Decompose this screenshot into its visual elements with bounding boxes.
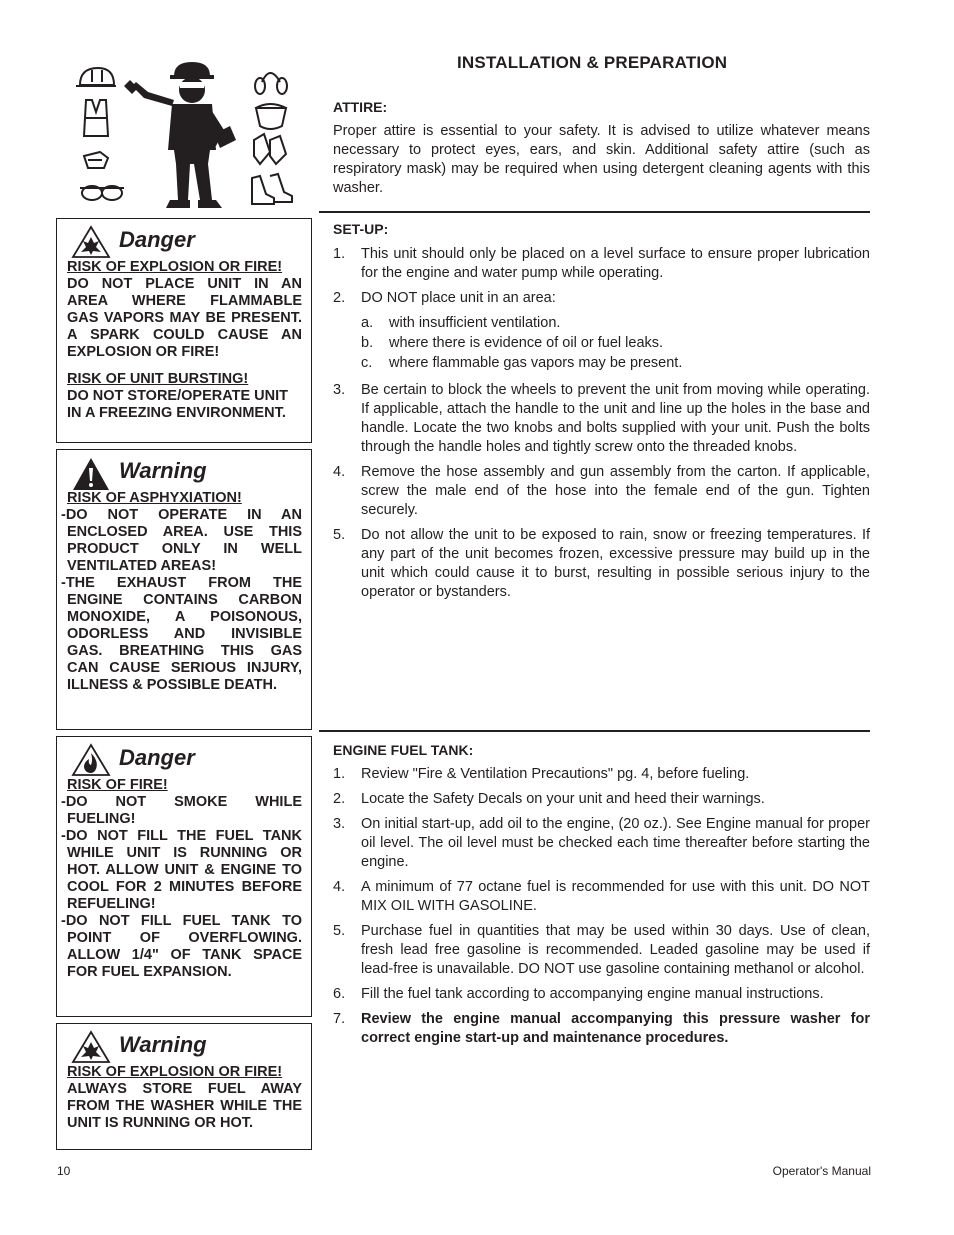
list-item: 5. Do not allow the unit to be exposed to rain, snow or freezing temperatures. If any part of the unit becomes frozen, excessive pressure may build up in the unit which could cause it to burst, resulting in possible serious injury to the operator or bystanders. (333, 527, 870, 600)
warning-line: FUELING! (67, 811, 136, 827)
warning-line: ALWAYS STORE FUEL AWAY (67, 1081, 302, 1097)
sub-list-item: b. where there is evidence of oil or fuel leaks. (361, 335, 664, 351)
warning-line: WHILE UNIT IS RUNNING OR (67, 845, 302, 861)
warning-line: -DO NOT SMOKE WHILE (61, 794, 302, 810)
list-item: 2. DO NOT place unit in an area: a. with insufficient ventilation. b. where there is evidence of oil or fuel leaks. c. where flammable gas vapors may be present. (333, 289, 870, 373)
footer-manual-title: Operator's Manual (772, 1164, 871, 1178)
warning-line: GAS VAPORS MAY BE PRESENT. (67, 310, 302, 326)
risk-heading: RISK OF EXPLOSION OR FIRE! (67, 259, 283, 275)
warning-line: VENTILATED AREAS! (67, 558, 217, 574)
risk-heading: RISK OF UNIT BURSTING! (67, 371, 249, 387)
warning-line: ENCLOSED AREA. USE THIS (67, 524, 302, 540)
list-item: 7. Review the engine manual accompanying this pressure washer for correct engine start-up and maintenance procedures. (333, 1011, 870, 1046)
box-title: Danger (119, 227, 195, 252)
boots-icon (252, 174, 292, 204)
danger-box-explosion (56, 218, 312, 443)
warning-line: HOT. ALLOW UNIT & ENGINE TO (67, 862, 302, 878)
worker-figure (124, 62, 236, 208)
face-shield-icon (256, 104, 286, 129)
warning-line: ENGINE CONTAINS CARBON (67, 592, 302, 608)
danger-box-fire (56, 736, 312, 1017)
warning-line: MONOXIDE, A POISONOUS, (67, 609, 302, 625)
divider (319, 211, 870, 213)
exclamation-warning-icon (71, 456, 111, 492)
page-heading: INSTALLATION & PREPARATION (457, 53, 728, 72)
ear-muffs-icon (255, 73, 287, 94)
setup-title: SET-UP: (333, 221, 389, 237)
box-title: Warning (119, 1032, 207, 1057)
box-title: Warning (119, 458, 207, 483)
page-number: 10 (57, 1164, 71, 1178)
warning-line: CAN CAUSE SERIOUS INJURY, (67, 660, 302, 676)
warning-line: DO NOT PLACE UNIT IN AN (67, 276, 302, 292)
warning-line: -THE EXHAUST FROM THE (61, 575, 302, 591)
work-gloves-icon (254, 134, 286, 164)
glove-icon (84, 152, 108, 168)
warning-line: REFUELING! (67, 896, 156, 912)
box-title: Danger (119, 745, 195, 770)
risk-heading: RISK OF FIRE! (67, 777, 168, 793)
warning-box-asphyxiation (56, 449, 312, 730)
fuel-title: ENGINE FUEL TANK: (333, 742, 474, 758)
warning-line: ODORLESS AND INVISIBLE (67, 626, 302, 642)
list-item: 6. Fill the fuel tank according to accompanying engine manual instructions. (333, 986, 824, 1002)
risk-heading: RISK OF EXPLOSION OR FIRE! (67, 1064, 283, 1080)
setup-list (333, 245, 870, 608)
sub-list-item: a. with insufficient ventilation. (361, 315, 561, 331)
list-item: 3. On initial start-up, add oil to the engine, (20 oz.). See Engine manual for proper oil level. The oil level must be checked each time thereafter before starting the engine. (333, 816, 870, 870)
warning-line: FROM THE WASHER WHILE THE (67, 1098, 302, 1114)
goggles-icon (80, 186, 124, 200)
warning-line: AREA WHERE FLAMMABLE (67, 293, 302, 309)
list-item: 4. Remove the hose assembly and gun assembly from the carton. If applicable, screw the male end of the hose into the female end of the gun. Tighten securely. (333, 464, 870, 518)
warning-line: UNIT IS RUNNING OR HOT. (67, 1115, 254, 1131)
sub-list-item: c. where flammable gas vapors may be present. (361, 355, 683, 371)
warning-line: ILLNESS & POSSIBLE DEATH. (67, 677, 278, 693)
warning-line: POINT OF OVERFLOWING. (67, 930, 302, 946)
safety-vest-icon (84, 100, 108, 136)
warning-line: -DO NOT FILL THE FUEL TANK (61, 828, 302, 844)
warning-line: DO NOT STORE/OPERATE UNIT (67, 388, 289, 404)
warning-line: A SPARK COULD CAUSE AN (67, 327, 302, 343)
warning-line: GAS. BREATHING THIS GAS (67, 643, 302, 659)
list-item: 1. Review "Fire & Ventilation Precautions" pg. 4, before fueling. (333, 766, 750, 782)
warning-box-fuel-storage (56, 1023, 312, 1150)
fire-hazard-icon (71, 743, 111, 777)
safety-attire-illustration (74, 60, 296, 210)
warning-line: IN A FREEZING ENVIRONMENT. (67, 405, 286, 421)
list-item: 4. A minimum of 77 octane fuel is recommended for use with this unit. DO NOT MIX OIL WITH GASOLINE. (333, 879, 870, 914)
list-item: 5. Purchase fuel in quantities that may be used within 30 days. Use of clean, fresh lead free gasoline is recommended. Leaded gasoline may be used if lead-free is unavailable. DO NOT use gasoline containing methanol or alcohol. (333, 923, 870, 977)
warning-line: -DO NOT OPERATE IN AN (61, 507, 302, 523)
warning-line: PRODUCT ONLY IN WELL (67, 541, 302, 557)
hard-hat-icon (76, 68, 116, 86)
attire-text: Proper attire is essential to your safety. It is advised to utilize whatever means necessary to protect eyes, ears, and skin. Additional safety attire (such as respiratory mask) may be required when using detergent cleaning agents with this washer. (333, 123, 870, 196)
list-item: 2. Locate the Safety Decals on your unit and heed their warnings. (333, 791, 765, 807)
warning-line: COOL FOR 2 MINUTES BEFORE (67, 879, 302, 895)
warning-line: ALLOW 1/4" OF TANK SPACE (67, 947, 302, 963)
list-item: 1. This unit should only be placed on a level surface to ensure proper lubrication for the engine and water pump while operating. (333, 246, 870, 281)
warning-line: -DO NOT FILL FUEL TANK TO (61, 913, 302, 929)
explosion-hazard-icon (71, 1030, 111, 1064)
explosion-hazard-icon (71, 225, 111, 259)
risk-heading: RISK OF ASPHYXIATION! (67, 490, 242, 506)
divider (319, 730, 870, 732)
attire-title: ATTIRE: (333, 99, 388, 115)
fuel-list (333, 765, 870, 1054)
warning-line: EXPLOSION OR FIRE! (67, 344, 220, 360)
warning-line: FOR FUEL EXPANSION. (67, 964, 232, 980)
list-item: 3. Be certain to block the wheels to prevent the unit from moving while operating. If applicable, attach the handle to the unit and line up the holes in the base and handle. Locate the two knobs and bolts supplied with your unit. Push the bolts through the handle holes and tightly screw onto the threaded knobs. (333, 382, 870, 455)
